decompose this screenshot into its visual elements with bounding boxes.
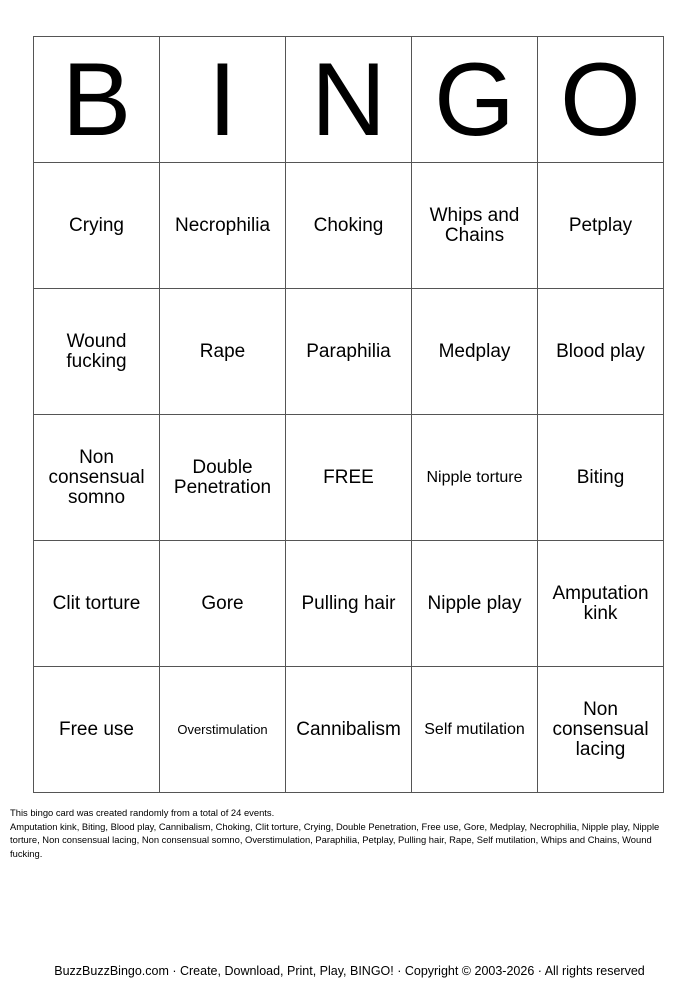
bingo-cell: Amputation kink — [538, 541, 664, 667]
bingo-cell: Choking — [286, 163, 412, 289]
card-row — [34, 667, 664, 793]
bingo-cell: Biting — [538, 415, 664, 541]
bingo-cell: Wound fucking — [34, 289, 160, 415]
header-row — [34, 37, 664, 163]
site-footer: BuzzBuzzBingo.com · Create, Download, Print, Play, BINGO! · Copyright © 2003-2026 · All rights reserved — [54, 964, 645, 978]
header-letter-o: O — [538, 37, 664, 163]
bingo-card — [33, 36, 664, 793]
bingo-cell: Gore — [160, 541, 286, 667]
bingo-cell: Cannibalism — [286, 667, 412, 793]
bingo-cell: Self mutilation — [412, 667, 538, 793]
bingo-cell: Free use — [34, 667, 160, 793]
card-row — [34, 541, 664, 667]
header-letter-i: I — [160, 37, 286, 163]
header-letter-n: N — [286, 37, 412, 163]
bingo-cell: Blood play — [538, 289, 664, 415]
bingo-cell: Nipple play — [412, 541, 538, 667]
bingo-cell: Petplay — [538, 163, 664, 289]
bingo-cell: Rape — [160, 289, 286, 415]
card-description — [10, 806, 680, 860]
bingo-cell: Paraphilia — [286, 289, 412, 415]
bingo-cell: Overstimulation — [160, 667, 286, 793]
bingo-cell: Nipple torture — [412, 415, 538, 541]
bingo-cell: Pulling hair — [286, 541, 412, 667]
card-row — [34, 289, 664, 415]
bingo-cell: Crying — [34, 163, 160, 289]
card-row — [34, 415, 664, 541]
bingo-cell: Non consensual lacing — [538, 667, 664, 793]
card-row — [34, 163, 664, 289]
header-letter-b: B — [34, 37, 160, 163]
bingo-cell: Medplay — [412, 289, 538, 415]
bingo-cell: Whips and Chains — [412, 163, 538, 289]
free-space-cell: FREE — [286, 415, 412, 541]
header-letter-g: G — [412, 37, 538, 163]
bingo-cell: Necrophilia — [160, 163, 286, 289]
bingo-cell: Clit torture — [34, 541, 160, 667]
bingo-cell: Double Penetration — [160, 415, 286, 541]
description-intro: This bingo card was created randomly from a total of 24 events. — [10, 807, 275, 818]
bingo-cell: Non consensual somno — [34, 415, 160, 541]
event-list: Amputation kink, Biting, Blood play, Cannibalism, Choking, Clit torture, Crying, Double Penetration, Free use, Gore, Medplay, Necrophilia, Nipple play, Nipple torture, Non consensual lacing, Non consensual somno, Overstimulation, Paraphilia, Petplay, Pulling hair, Rape, Self mutilation, Whips and Chains, Wound fucking. — [10, 820, 660, 859]
